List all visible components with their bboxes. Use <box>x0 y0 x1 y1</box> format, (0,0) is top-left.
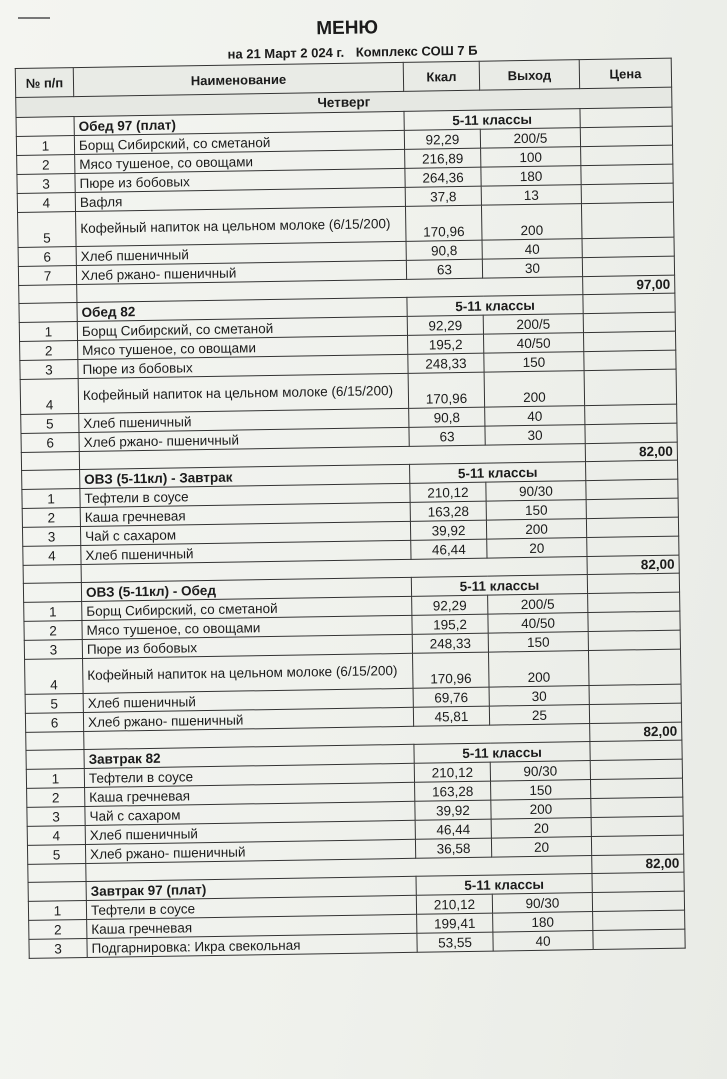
item-price <box>581 183 673 203</box>
item-num: 5 <box>21 414 79 434</box>
item-kcal: 199,41 <box>417 913 493 933</box>
item-out: 30 <box>482 258 582 279</box>
menu-sheet <box>14 10 685 959</box>
item-price <box>590 759 682 779</box>
item-num: 3 <box>17 174 75 194</box>
section-total: 97,00 <box>583 275 675 294</box>
section-price-cell <box>587 573 679 593</box>
item-num: 2 <box>20 341 78 361</box>
item-price <box>591 797 683 817</box>
item-name-text: Хлеб ржано- пшеничный <box>87 711 244 730</box>
item-name <box>83 653 414 693</box>
item-name-text: Каша гречневая <box>89 787 191 805</box>
item-kcal: 92,29 <box>412 595 488 615</box>
item-name-text: Хлеб пшеничный <box>87 693 196 711</box>
item-kcal: 210,12 <box>416 894 492 914</box>
section-num-cell <box>28 881 86 901</box>
day-label: Четверг <box>16 87 672 117</box>
item-kcal: 163,28 <box>415 781 491 801</box>
item-name-text: Хлеб пшеничный <box>89 825 199 843</box>
item-kcal: 216,89 <box>405 148 481 168</box>
item-name-text: Хлеб пшеничный <box>85 545 194 563</box>
item-out: 90/30 <box>490 761 590 782</box>
item-price <box>581 145 673 165</box>
col-header-out: Выход <box>479 60 579 91</box>
item-name <box>78 373 409 413</box>
item-kcal: 170,96 <box>408 372 485 408</box>
item-num: 3 <box>27 806 85 826</box>
item-out: 150 <box>484 352 584 373</box>
section-price-cell <box>592 872 684 892</box>
section-title: Завтрак 97 (плат) <box>86 876 416 900</box>
item-name-text: Хлеб ржано- пшеничный <box>80 265 237 283</box>
section-price-cell <box>583 293 675 313</box>
item-out: 200 <box>488 651 589 688</box>
item-kcal: 69,76 <box>413 687 489 707</box>
item-out: 90/30 <box>486 481 586 502</box>
item-kcal: 63 <box>406 259 482 279</box>
item-num: 5 <box>25 693 83 713</box>
item-out: 13 <box>481 185 581 206</box>
section-total: 82,00 <box>585 442 677 461</box>
col-header-num: № п/п <box>15 68 73 98</box>
section-classes: 5-11 классы <box>410 462 586 484</box>
section-price-cell <box>586 460 678 480</box>
item-num: 5 <box>18 212 77 248</box>
item-name-text: Пюре из бобовых <box>86 639 198 657</box>
page-title: МЕНЮ <box>316 17 379 40</box>
item-name-text: Мясо тушеное, со овощами <box>82 339 257 358</box>
item-num: 4 <box>25 659 84 695</box>
item-out: 20 <box>491 818 591 839</box>
item-price <box>593 929 685 949</box>
item-price <box>582 256 674 276</box>
item-price <box>580 126 672 146</box>
item-price <box>581 202 674 238</box>
item-price <box>591 835 683 855</box>
item-kcal: 46,44 <box>415 819 491 839</box>
item-name-text: Тефтели в соусе <box>90 900 196 918</box>
item-price <box>583 312 675 332</box>
col-header-price: Цена <box>579 58 671 88</box>
item-out: 40/50 <box>488 613 588 634</box>
menu-date: на 21 Март 2 024 г. <box>227 44 345 62</box>
item-out: 150 <box>488 632 588 653</box>
section-num-cell <box>23 583 81 603</box>
item-out: 20 <box>487 538 587 559</box>
item-name <box>76 206 407 246</box>
item-name-text: Подгарнировка: Икра свекольная <box>91 937 301 956</box>
item-price <box>586 479 678 499</box>
item-num: 7 <box>18 266 76 286</box>
item-out: 40/50 <box>483 333 583 354</box>
item-num: 3 <box>22 527 80 547</box>
item-out: 30 <box>485 425 585 446</box>
item-name-text: Пюре из бобовых <box>79 173 190 191</box>
item-out: 200 <box>486 519 586 540</box>
item-name-text: Мясо тушеное, со овощами <box>86 619 261 638</box>
item-num: 6 <box>18 247 76 267</box>
item-out: 25 <box>489 705 589 726</box>
item-num: 5 <box>27 844 85 864</box>
item-out: 180 <box>481 166 581 187</box>
item-kcal: 248,33 <box>412 633 488 653</box>
item-kcal: 264,36 <box>405 167 481 187</box>
item-price <box>588 592 680 612</box>
item-num: 1 <box>16 136 74 156</box>
item-name-text: Вафля <box>79 193 123 210</box>
item-price <box>585 404 677 424</box>
item-out: 200 <box>481 204 582 241</box>
item-num: 2 <box>24 621 82 641</box>
item-out: 20 <box>491 837 591 858</box>
item-name-text: Хлеб ржано- пшеничный <box>83 432 240 450</box>
item-kcal: 53,55 <box>417 932 493 952</box>
item-kcal: 163,28 <box>410 501 486 521</box>
section-num-cell <box>19 303 77 323</box>
item-num: 4 <box>20 379 79 415</box>
menu-table <box>15 58 686 959</box>
item-num: 1 <box>22 489 80 509</box>
section-title: Обед 97 (плат) <box>74 111 404 135</box>
section-num-cell <box>16 117 74 137</box>
item-kcal: 63 <box>409 426 485 446</box>
col-header-name: Наименование <box>73 62 403 96</box>
section-price-cell <box>580 107 672 127</box>
item-num: 1 <box>28 900 86 920</box>
section-num-cell <box>26 749 84 769</box>
item-price <box>592 891 684 911</box>
item-name-text: Хлеб пшеничный <box>83 413 192 431</box>
item-price <box>593 910 685 930</box>
item-num: 3 <box>29 938 87 958</box>
item-price <box>591 778 683 798</box>
item-num: 1 <box>24 602 82 622</box>
section-title: ОВЗ (5-11кл) - Завтрак <box>80 464 410 488</box>
item-name-text: Хлеб ржано- пшеничный <box>89 843 246 862</box>
item-name-text: Тефтели в соусе <box>88 768 194 786</box>
item-out: 200/5 <box>480 128 580 149</box>
item-price <box>588 630 680 650</box>
item-name-text: Тефтели в соусе <box>84 488 189 506</box>
item-price <box>588 649 681 685</box>
section-total: 82,00 <box>592 854 684 873</box>
item-out: 200 <box>491 799 591 820</box>
item-kcal: 210,12 <box>414 762 490 782</box>
item-price <box>589 684 681 704</box>
item-name-text: Мясо тушеное, со овощами <box>79 153 254 172</box>
item-name <box>87 933 417 957</box>
item-kcal: 46,44 <box>411 539 487 559</box>
item-price <box>584 369 677 405</box>
item-num: 3 <box>20 360 78 380</box>
item-kcal: 37,8 <box>405 186 481 206</box>
item-name-text: Пюре из бобовых <box>82 359 193 377</box>
item-kcal: 39,92 <box>415 800 491 820</box>
item-num: 6 <box>25 712 83 732</box>
item-out: 150 <box>491 780 591 801</box>
item-out: 40 <box>482 239 582 260</box>
item-price <box>591 816 683 836</box>
section-price-cell <box>590 740 682 760</box>
item-name-text: Хлеб пшеничный <box>80 246 189 264</box>
section-title: Обед 82 <box>77 297 407 321</box>
item-name-text: Кофейный напиток на цельном молоке (6/15/200) <box>80 216 391 236</box>
item-price <box>581 164 673 184</box>
item-out: 150 <box>486 500 586 521</box>
total-num-cell <box>19 285 77 304</box>
section-total: 82,00 <box>587 555 679 574</box>
section-classes: 5-11 классы <box>404 109 580 131</box>
item-price <box>586 517 678 537</box>
item-kcal: 92,29 <box>407 315 483 335</box>
item-name-text: Борщ Сибирский, со сметаной <box>78 134 271 153</box>
section-num-cell <box>22 470 80 490</box>
section-classes: 5-11 классы <box>407 295 583 317</box>
item-num: 4 <box>27 825 85 845</box>
item-kcal: 248,33 <box>408 353 484 373</box>
menu-complex: Комплекс СОШ 7 Б <box>355 42 478 60</box>
item-out: 40 <box>485 406 585 427</box>
item-out: 30 <box>489 686 589 707</box>
section-classes: 5-11 классы <box>416 874 592 896</box>
total-num-cell <box>23 565 81 584</box>
item-num: 2 <box>29 919 87 939</box>
item-num: 2 <box>27 787 85 807</box>
item-price <box>586 498 678 518</box>
item-price <box>583 331 675 351</box>
item-price <box>585 423 677 443</box>
item-out: 200/5 <box>483 314 583 335</box>
section-total: 82,00 <box>590 722 682 741</box>
item-name-text: Каша гречневая <box>91 919 193 937</box>
total-num-cell <box>28 863 86 882</box>
total-num-cell <box>26 731 84 750</box>
section-classes: 5-11 классы <box>411 575 587 597</box>
menu-body <box>16 87 685 958</box>
item-out: 200/5 <box>488 594 588 615</box>
total-num-cell <box>21 452 79 471</box>
item-kcal: 90,8 <box>409 407 485 427</box>
item-name-text: Каша гречневая <box>84 507 186 525</box>
item-kcal: 195,2 <box>412 614 488 634</box>
item-name-text: Чай с сахаром <box>89 806 181 824</box>
item-price <box>582 237 674 257</box>
item-kcal: 90,8 <box>406 240 482 260</box>
item-num: 2 <box>22 508 80 528</box>
item-num: 6 <box>21 433 79 453</box>
item-kcal: 195,2 <box>408 334 484 354</box>
item-name-text: Кофейный напиток на цельном молоке (6/15/200) <box>87 663 398 683</box>
item-kcal: 170,96 <box>405 205 482 241</box>
item-num: 3 <box>24 640 82 660</box>
item-name-text: Борщ Сибирский, со сметаной <box>86 600 278 619</box>
col-header-kcal: Ккал <box>403 61 479 91</box>
item-num: 1 <box>19 322 77 342</box>
section-title: ОВЗ (5-11кл) - Обед <box>81 577 411 601</box>
item-num: 4 <box>23 546 81 566</box>
item-price <box>588 611 680 631</box>
item-kcal: 170,96 <box>412 652 489 688</box>
item-out: 180 <box>493 912 593 933</box>
item-out: 100 <box>481 147 581 168</box>
item-kcal: 92,29 <box>404 129 480 149</box>
item-out: 200 <box>484 371 585 408</box>
item-price <box>589 703 681 723</box>
item-name-text: Чай с сахаром <box>84 527 177 544</box>
item-num: 1 <box>26 768 84 788</box>
item-price <box>584 350 676 370</box>
item-name-text: Кофейный напиток на цельном молоке (6/15/200) <box>82 383 394 403</box>
section-title: Завтрак 82 <box>84 744 414 768</box>
item-num: 2 <box>17 155 75 175</box>
item-kcal: 36,58 <box>415 838 491 858</box>
item-price <box>587 536 679 556</box>
item-name-text: Борщ Сибирский, со сметаной <box>81 320 274 339</box>
item-out: 40 <box>493 931 593 952</box>
item-out: 90/30 <box>492 893 592 914</box>
item-kcal: 45,81 <box>413 706 489 726</box>
section-classes: 5-11 классы <box>414 742 590 764</box>
item-kcal: 210,12 <box>410 482 486 502</box>
item-kcal: 39,92 <box>410 520 486 540</box>
item-num: 4 <box>17 193 75 213</box>
